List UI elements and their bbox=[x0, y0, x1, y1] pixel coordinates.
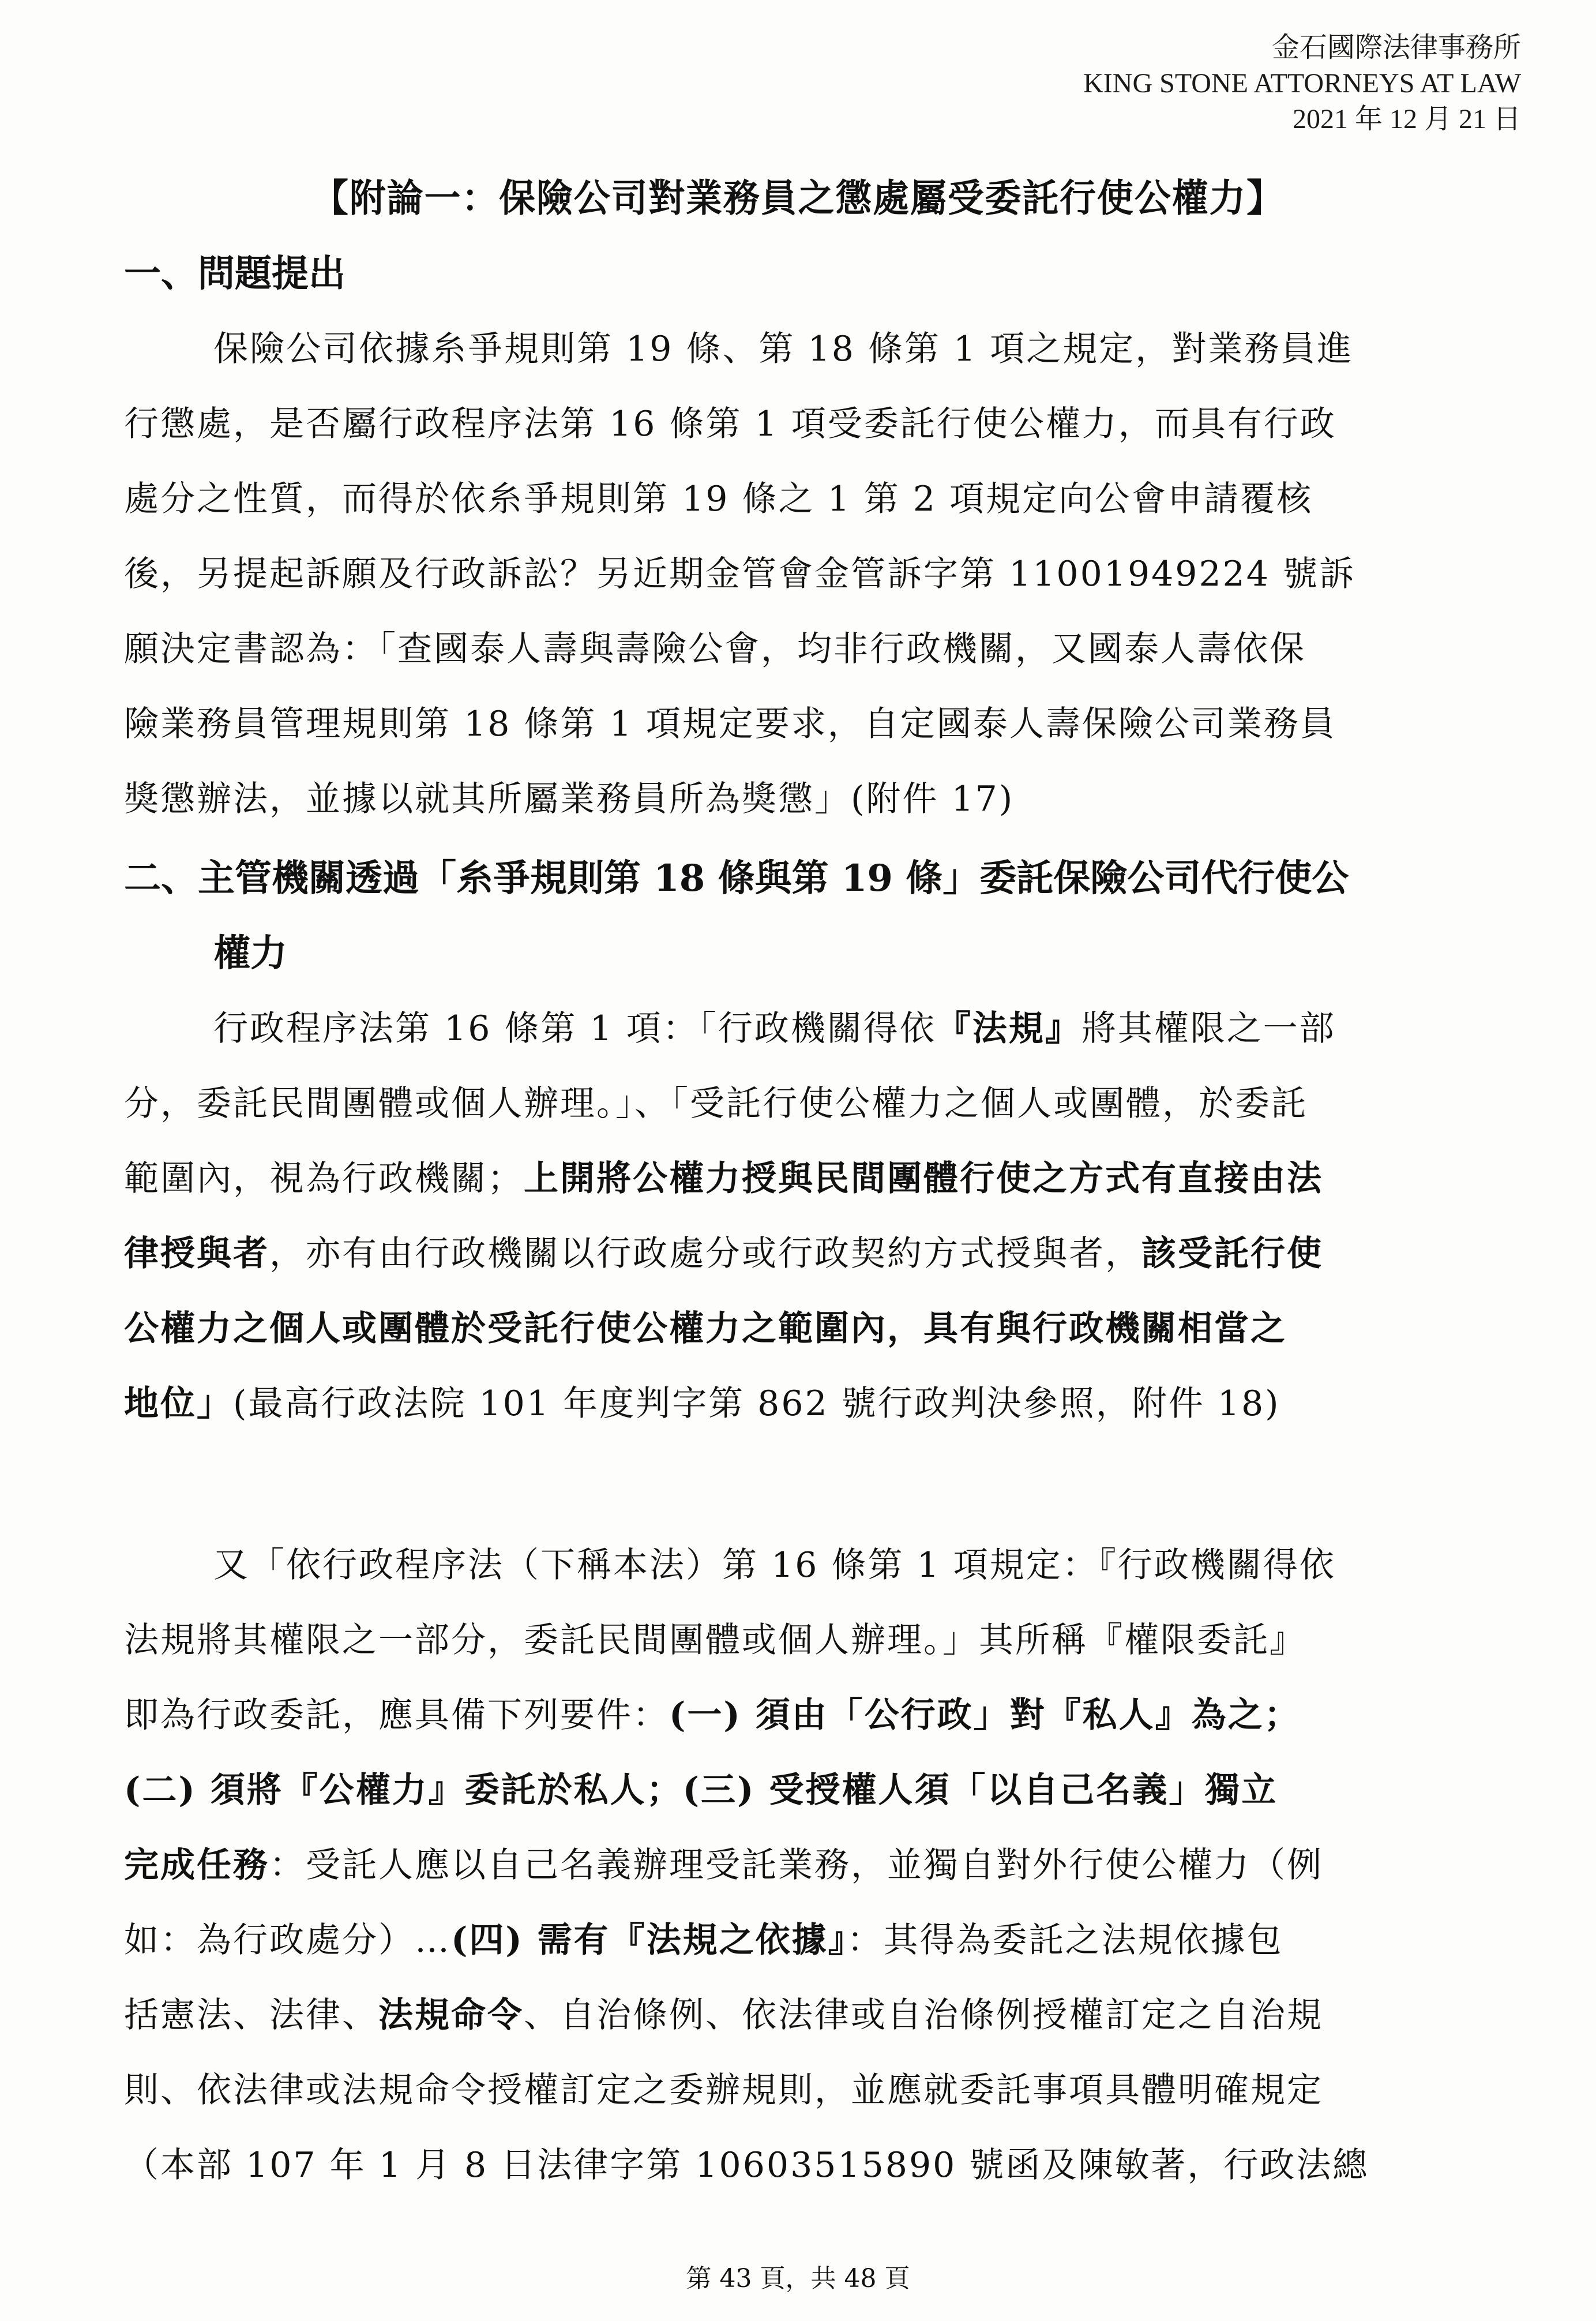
text-run: (最高行政法院 101 年度判字第 862 號行政判決參照，附件 18) bbox=[233, 1383, 1280, 1424]
bold-text-run: 上開將公權力授與民間團體行使之方式有直接由法 bbox=[524, 1158, 1323, 1199]
paragraph-1-line bbox=[124, 1378, 1280, 1430]
paragraph-1-line bbox=[124, 1153, 1323, 1205]
paragraph-1-line: 公權力之個人或團體於受託行使公權力之範圍內，具有與行政機關相當之 bbox=[124, 1308, 1287, 1349]
section-1-line: 獎懲辦法，並據以就其所屬業務員所為獎懲」(附件 17) bbox=[124, 779, 1015, 819]
bold-text-run: 法規命令 bbox=[378, 1995, 524, 2035]
text-run: ：其得為委託之法規依據包 bbox=[847, 1920, 1283, 1960]
paragraph-1-line: 分，委託民間團體或個人辦理。」、「受託行使公權力之個人或團體，於委託 bbox=[124, 1083, 1308, 1124]
text-run: 行政程序法第 16 條第 1 項：「行政機關得依 bbox=[213, 1008, 936, 1049]
paragraph-2-line: 法規將其權限之一部分，委託民間團體或個人辦理。」其所稱『權限委託』 bbox=[124, 1620, 1306, 1660]
paragraph-2-line: （本部 107 年 1 月 8 日法律字第 10603515890 號函及陳敏著，行政法總 bbox=[124, 2145, 1369, 2185]
section-1-line: 保險公司依據糸爭規則第 19 條、第 18 條第 1 項之規定，對業務員進 bbox=[213, 329, 1354, 369]
text-run: 即為行政委託，應具備下列要件： bbox=[124, 1695, 669, 1735]
paragraph-2-line: (二) 須將『公權力』委託於私人；(三) 受授權人須「以自己名義」獨立 bbox=[124, 1770, 1278, 1810]
letter-date: 2021 年 12 月 21 日 bbox=[1292, 104, 1521, 134]
paragraph-2-line: 又「依行政程序法（下稱本法）第 16 條第 1 項規定：『行政機關得依 bbox=[213, 1545, 1336, 1585]
bold-text-run: 律授與者 bbox=[124, 1233, 269, 1274]
bold-text-run: 該受託行使 bbox=[1141, 1233, 1323, 1274]
text-run: 括憲法、法律、 bbox=[124, 1995, 378, 2035]
text-run: ，亦有由行政機關以行政處分或行政契約方式授與者， bbox=[269, 1233, 1141, 1274]
section-1-line: 願決定書認為：「查國泰人壽與壽險公會，均非行政機關，又國泰人壽依保 bbox=[124, 629, 1306, 669]
paragraph-1-line bbox=[213, 1003, 1336, 1055]
text-run: 範圍內，視為行政機關； bbox=[124, 1158, 524, 1199]
firm-name-english: KING STONE ATTORNEYS AT LAW bbox=[1083, 68, 1521, 99]
section-1-line: 險業務員管理規則第 18 條第 1 項規定要求，自定國泰人壽保險公司業務員 bbox=[124, 704, 1336, 744]
section-1-line: 處分之性質，而得於依糸爭規則第 19 條之 1 第 2 項規定向公會申請覆核 bbox=[124, 479, 1313, 519]
text-run: 將其權限之一部 bbox=[1081, 1008, 1336, 1049]
page-number-footer: 第 43 頁，共 48 頁 bbox=[686, 2264, 910, 2293]
text-run: 、自治條例、依法律或自治條例授權訂定之自治規 bbox=[524, 1995, 1323, 2035]
bold-text-run: 地位」 bbox=[124, 1383, 233, 1424]
section-2-heading: 二、主管機關透過「糸爭規則第 18 條與第 19 條」委託保險公司代行使公 bbox=[124, 857, 1349, 900]
paragraph-2-line bbox=[124, 1914, 1283, 1966]
bold-text-run: (四) 需有『法規之依據』 bbox=[451, 1920, 847, 1960]
firm-name-chinese: 金石國際法律事務所 bbox=[1271, 32, 1521, 63]
section-1-line: 後，另提起訴願及行政訴訟？另近期金管會金管訴字第 11001949224 號訴 bbox=[124, 554, 1356, 594]
section-1-heading: 一、問題提出 bbox=[124, 252, 346, 295]
section-2-heading-continued: 權力 bbox=[213, 932, 287, 975]
paragraph-2-line bbox=[124, 1839, 1323, 1891]
letterhead bbox=[1083, 30, 1521, 137]
text-run: ：受託人應以自己名義辦理受託業務，並獨自對外行使公權力（例 bbox=[269, 1845, 1323, 1885]
bold-text-run: 完成任務 bbox=[124, 1845, 269, 1885]
paragraph-2-line bbox=[124, 1689, 1301, 1741]
paragraph-2-line bbox=[124, 1989, 1323, 2041]
document-title: 【附論一：保險公司對業務員之懲處屬受委託行使公權力】 bbox=[312, 175, 1284, 220]
bold-text-run: (一) 須由「公行政」對『私人』為之； bbox=[669, 1695, 1301, 1735]
bold-text-run: 『法規』 bbox=[936, 1008, 1081, 1049]
text-run: 如：為行政處分）… bbox=[124, 1920, 451, 1960]
paragraph-2-line: 則、依法律或法規命令授權訂定之委辦規則，並應就委託事項具體明確規定 bbox=[124, 2070, 1323, 2110]
paragraph-1-line bbox=[124, 1228, 1323, 1280]
section-1-line: 行懲處，是否屬行政程序法第 16 條第 1 項受委託行使公權力，而具有行政 bbox=[124, 404, 1336, 444]
